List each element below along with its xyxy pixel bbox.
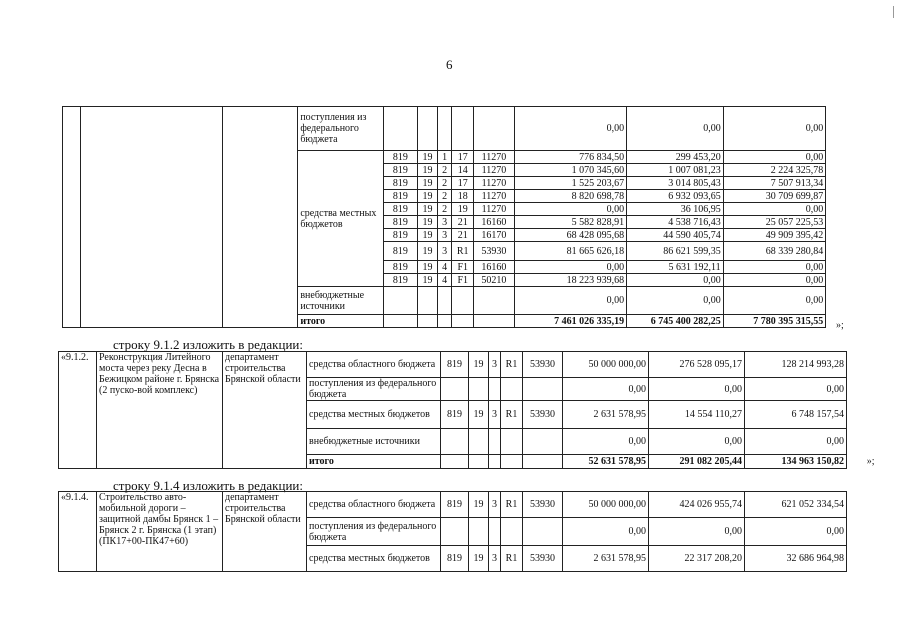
code-cell <box>383 315 417 328</box>
amount-cell: 3 014 805,43 <box>627 177 724 190</box>
total-label: итого <box>307 455 441 469</box>
code-cell <box>474 287 514 315</box>
code-cell <box>441 429 469 455</box>
amount-cell: 6 748 157,54 <box>745 401 847 429</box>
closing-quote: »; <box>866 456 875 467</box>
code-cell: 17 <box>452 151 474 164</box>
empty-cell <box>63 107 81 328</box>
amount-cell: 0,00 <box>563 429 649 455</box>
amount-cell: 22 317 208,20 <box>649 546 745 572</box>
amendment-note-9-1-4: строку 9.1.4 изложить в редакции: <box>113 478 303 493</box>
code-cell: 11270 <box>474 190 514 203</box>
empty-cell <box>847 401 877 429</box>
code-cell: 19 <box>417 261 437 274</box>
amount-cell: 1 070 345,60 <box>514 164 627 177</box>
item-number: «9.1.2. <box>59 352 97 469</box>
code-cell: 819 <box>383 229 417 242</box>
code-cell: 819 <box>383 177 417 190</box>
code-cell: F1 <box>452 274 474 287</box>
code-cell: 19 <box>417 203 437 216</box>
amount-cell: 0,00 <box>649 518 745 546</box>
code-cell: 19 <box>417 164 437 177</box>
code-cell: 53930 <box>523 401 563 429</box>
code-cell: 53930 <box>523 546 563 572</box>
funding-row <box>59 492 877 518</box>
amount-cell: 81 665 626,18 <box>514 242 627 261</box>
empty-cell <box>847 546 877 572</box>
code-cell: 819 <box>441 546 469 572</box>
code-cell: 17 <box>452 177 474 190</box>
amount-cell: 0,00 <box>649 378 745 401</box>
source-label: средства областного бюджета <box>307 352 441 378</box>
amount-cell: 0,00 <box>627 287 724 315</box>
code-cell: 819 <box>383 216 417 229</box>
code-cell: 2 <box>438 203 452 216</box>
empty-cell <box>847 429 877 455</box>
source-label: внебюджетные источники <box>298 287 383 315</box>
amount-cell: 68 339 280,84 <box>723 242 826 261</box>
amount-cell: 776 834,50 <box>514 151 627 164</box>
amount-cell: 0,00 <box>723 274 826 287</box>
code-cell: 4 <box>438 261 452 274</box>
code-cell: R1 <box>501 492 523 518</box>
code-cell: 19 <box>417 229 437 242</box>
code-cell: 819 <box>441 401 469 429</box>
code-cell: 819 <box>383 274 417 287</box>
code-cell: 16160 <box>474 261 514 274</box>
source-label: средства областного бюджета <box>307 492 441 518</box>
empty-cell <box>847 378 877 401</box>
amount-cell: 128 214 993,28 <box>745 352 847 378</box>
code-cell <box>383 107 417 151</box>
code-cell <box>452 107 474 151</box>
amount-cell: 0,00 <box>514 287 627 315</box>
source-label: средства местных бюджетов <box>307 546 441 572</box>
code-cell: 14 <box>452 164 474 177</box>
code-cell: R1 <box>501 352 523 378</box>
code-cell <box>523 518 563 546</box>
amount-cell: 0,00 <box>649 429 745 455</box>
federal-row <box>63 107 857 151</box>
code-cell: 19 <box>417 190 437 203</box>
amount-cell: 0,00 <box>514 261 627 274</box>
code-cell: 3 <box>489 352 501 378</box>
amendment-note-9-1-2: строку 9.1.2 изложить в редакции: <box>113 337 303 352</box>
amount-cell: 50 000 000,00 <box>563 352 649 378</box>
amount-cell: 621 052 334,54 <box>745 492 847 518</box>
code-cell: 4 <box>438 274 452 287</box>
project-name: Реконструкция Литейного моста через реку Десна в Бежицком районе г. Брянска (2 пуско-вой комплекс) <box>97 352 223 469</box>
amount-cell: 1 007 081,23 <box>627 164 724 177</box>
margin-mark <box>893 6 894 18</box>
amount-cell: 2 224 325,78 <box>723 164 826 177</box>
code-cell <box>417 315 437 328</box>
source-label: внебюджетные источники <box>307 429 441 455</box>
amount-cell: 6 932 093,65 <box>627 190 724 203</box>
amount-cell: 0,00 <box>563 378 649 401</box>
code-cell <box>417 287 437 315</box>
amount-cell: 5 582 828,91 <box>514 216 627 229</box>
amount-cell: 8 820 698,78 <box>514 190 627 203</box>
code-cell: 18 <box>452 190 474 203</box>
amount-cell: 2 631 578,95 <box>563 401 649 429</box>
code-cell: 19 <box>452 203 474 216</box>
amount-cell: 0,00 <box>723 151 826 164</box>
code-cell <box>469 429 489 455</box>
code-cell <box>452 315 474 328</box>
code-cell <box>441 518 469 546</box>
source-label: поступления из федерального бюджета <box>307 518 441 546</box>
amount-cell: 7 507 913,34 <box>723 177 826 190</box>
code-cell <box>489 455 501 469</box>
total-amount: 7 780 395 315,55 <box>723 315 826 328</box>
code-cell: 21 <box>452 216 474 229</box>
code-cell <box>441 455 469 469</box>
code-cell: 19 <box>417 216 437 229</box>
funding-row <box>59 352 877 378</box>
total-amount: 291 082 205,44 <box>649 455 745 469</box>
code-cell: 3 <box>489 492 501 518</box>
code-cell: R1 <box>452 242 474 261</box>
item-number: «9.1.4. <box>59 492 97 572</box>
code-cell: 819 <box>383 151 417 164</box>
empty-cell <box>81 107 223 328</box>
code-cell: 19 <box>469 352 489 378</box>
amount-cell: 4 538 716,43 <box>627 216 724 229</box>
code-cell: 819 <box>383 242 417 261</box>
code-cell <box>501 378 523 401</box>
amount-cell: 0,00 <box>723 287 826 315</box>
code-cell: 11270 <box>474 177 514 190</box>
empty-cell <box>847 518 877 546</box>
amount-cell: 0,00 <box>723 203 826 216</box>
code-cell <box>474 315 514 328</box>
code-cell <box>383 287 417 315</box>
amount-cell: 30 709 699,87 <box>723 190 826 203</box>
code-cell: 53930 <box>523 492 563 518</box>
source-label: поступления из федерального бюджета <box>307 378 441 401</box>
code-cell: 819 <box>383 203 417 216</box>
amount-cell: 0,00 <box>627 274 724 287</box>
code-cell: R1 <box>501 401 523 429</box>
code-cell: 53930 <box>523 352 563 378</box>
total-label: итого <box>298 315 383 328</box>
code-cell <box>438 107 452 151</box>
code-cell: 11270 <box>474 151 514 164</box>
code-cell: 3 <box>489 546 501 572</box>
code-cell <box>469 378 489 401</box>
code-cell <box>489 378 501 401</box>
code-cell: 3 <box>438 242 452 261</box>
amount-cell: 44 590 405,74 <box>627 229 724 242</box>
code-cell: 19 <box>469 492 489 518</box>
amount-cell: 276 528 095,17 <box>649 352 745 378</box>
code-cell <box>523 429 563 455</box>
amount-cell: 25 057 225,53 <box>723 216 826 229</box>
total-amount: 134 963 150,82 <box>745 455 847 469</box>
code-cell: 819 <box>383 164 417 177</box>
budget-table-9-1-2 <box>58 351 877 469</box>
code-cell: 16160 <box>474 216 514 229</box>
code-cell: 19 <box>417 242 437 261</box>
amount-cell: 0,00 <box>514 203 627 216</box>
code-cell: 3 <box>438 216 452 229</box>
code-cell <box>441 378 469 401</box>
code-cell <box>501 429 523 455</box>
code-cell <box>489 429 501 455</box>
project-name: Строительство авто-мобильной дороги – защитной дамбы Брянск 1 – Брянск 2 г. Брянска (1 этап) (ПК17+00-ПК47+60) <box>97 492 223 572</box>
code-cell <box>501 455 523 469</box>
amount-cell: 68 428 095,68 <box>514 229 627 242</box>
code-cell <box>438 287 452 315</box>
code-cell: 2 <box>438 177 452 190</box>
executor-name: департамент строительства Брянской области <box>223 352 307 469</box>
source-label: поступления из федерального бюджета <box>298 107 383 151</box>
amount-cell: 36 106,95 <box>627 203 724 216</box>
amount-cell: 0,00 <box>745 518 847 546</box>
amount-cell: 0,00 <box>723 261 826 274</box>
source-label: средства местных бюджетов <box>298 151 383 287</box>
empty-cell <box>222 107 297 328</box>
empty-cell <box>847 352 877 378</box>
code-cell: 2 <box>438 164 452 177</box>
amount-cell: 0,00 <box>563 518 649 546</box>
code-cell: 11270 <box>474 203 514 216</box>
code-cell: F1 <box>452 261 474 274</box>
total-amount: 6 745 400 282,25 <box>627 315 724 328</box>
code-cell: 819 <box>383 190 417 203</box>
code-cell: 19 <box>469 546 489 572</box>
code-cell: 1 <box>438 151 452 164</box>
amount-cell: 0,00 <box>745 378 847 401</box>
code-cell <box>523 455 563 469</box>
amount-cell: 424 026 955,74 <box>649 492 745 518</box>
empty-cell <box>826 107 856 328</box>
budget-table-9-1-4 <box>58 491 877 572</box>
code-cell <box>469 455 489 469</box>
budget-table-9-1-1 <box>62 106 856 328</box>
code-cell <box>489 518 501 546</box>
amount-cell: 299 453,20 <box>627 151 724 164</box>
code-cell: 819 <box>441 492 469 518</box>
amount-cell: 2 631 578,95 <box>563 546 649 572</box>
page-number: 6 <box>446 57 453 72</box>
code-cell: 53930 <box>474 242 514 261</box>
empty-cell <box>847 492 877 518</box>
code-cell: 50210 <box>474 274 514 287</box>
code-cell <box>417 107 437 151</box>
code-cell: 819 <box>383 261 417 274</box>
code-cell: R1 <box>501 546 523 572</box>
code-cell <box>438 315 452 328</box>
amount-cell: 0,00 <box>745 429 847 455</box>
amount-cell: 32 686 964,98 <box>745 546 847 572</box>
code-cell <box>474 107 514 151</box>
code-cell: 2 <box>438 190 452 203</box>
code-cell: 819 <box>441 352 469 378</box>
source-label: средства местных бюджетов <box>307 401 441 429</box>
code-cell <box>523 378 563 401</box>
code-cell: 21 <box>452 229 474 242</box>
closing-quote: »; <box>836 320 844 331</box>
amount-cell: 0,00 <box>627 107 724 151</box>
code-cell: 19 <box>417 274 437 287</box>
code-cell: 3 <box>438 229 452 242</box>
code-cell: 19 <box>417 151 437 164</box>
code-cell <box>469 518 489 546</box>
total-amount: 7 461 026 335,19 <box>514 315 627 328</box>
amount-cell: 5 631 192,11 <box>627 261 724 274</box>
code-cell <box>501 518 523 546</box>
amount-cell: 50 000 000,00 <box>563 492 649 518</box>
code-cell: 19 <box>417 177 437 190</box>
amount-cell: 0,00 <box>514 107 627 151</box>
code-cell: 16170 <box>474 229 514 242</box>
amount-cell: 18 223 939,68 <box>514 274 627 287</box>
code-cell <box>452 287 474 315</box>
code-cell: 11270 <box>474 164 514 177</box>
amount-cell: 0,00 <box>723 107 826 151</box>
executor-name: департамент строительства Брянской области <box>223 492 307 572</box>
code-cell: 3 <box>489 401 501 429</box>
code-cell: 19 <box>469 401 489 429</box>
amount-cell: 14 554 110,27 <box>649 401 745 429</box>
amount-cell: 86 621 599,35 <box>627 242 724 261</box>
amount-cell: 49 909 395,42 <box>723 229 826 242</box>
total-amount: 52 631 578,95 <box>563 455 649 469</box>
amount-cell: 1 525 203,67 <box>514 177 627 190</box>
